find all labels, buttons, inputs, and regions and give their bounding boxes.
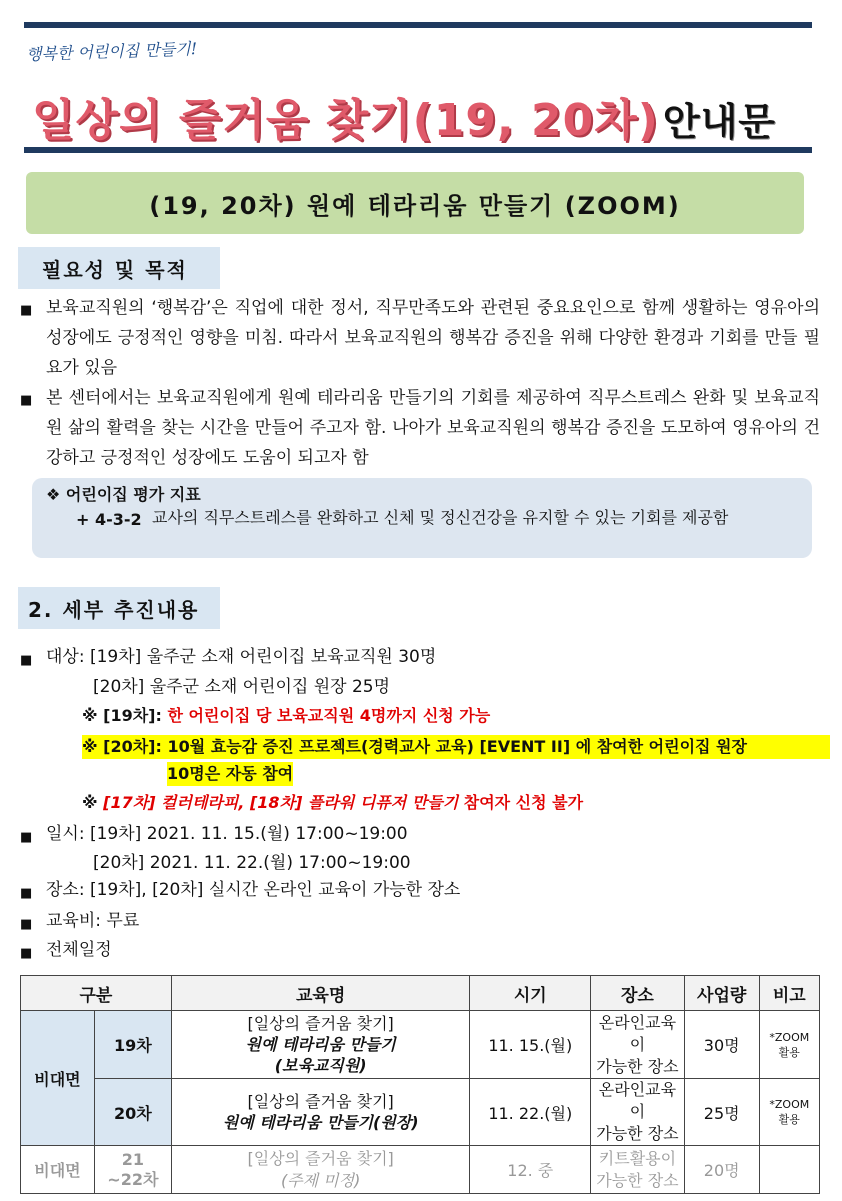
place-line bbox=[20, 878, 460, 906]
bullet-text: 보육교직원의 ‘행복감’은 직업에 대한 정서, 직무만족도와 관련된 중요요인으로 함께 생활하는 영유아의 성장에도 긍정적인 영향을 미침. 따라서 보육교직원의 행복감 증진을 위해 다양한 환경과 기회를 만들 필요가 있음 bbox=[46, 298, 820, 378]
course-title: 원예 테라리움 만들기 bbox=[245, 1035, 396, 1054]
remarks-line-b: 활용 bbox=[778, 1045, 800, 1059]
table-row-future bbox=[21, 1146, 820, 1194]
quantity-cell: 30명 bbox=[684, 1011, 759, 1079]
quantity-cell-future: 20명 bbox=[684, 1146, 759, 1194]
header-quantity: 사업량 bbox=[684, 976, 759, 1011]
section-heading-details bbox=[18, 587, 220, 629]
course-cell bbox=[171, 1011, 470, 1079]
page-title bbox=[32, 84, 776, 148]
purpose-bullet-1 bbox=[20, 293, 820, 383]
title-rule bbox=[24, 147, 812, 153]
table-header-row bbox=[21, 976, 820, 1011]
group-label-future: 비대면 bbox=[21, 1146, 95, 1194]
date-cell: 11. 15.(월) bbox=[470, 1011, 591, 1079]
section-heading-purpose bbox=[18, 247, 220, 289]
purpose-bullet-2 bbox=[20, 383, 820, 473]
remarks-cell-future bbox=[759, 1146, 819, 1194]
table-row bbox=[21, 1011, 820, 1079]
date-line-2: [20차] 2021. 11. 22.(월) 17:00~19:00 bbox=[93, 853, 411, 873]
place-line-a: 온라인교육이 bbox=[598, 1080, 677, 1121]
note-rest-text: 참여자 신청 불가 bbox=[463, 793, 584, 812]
course-series: [일상의 즐거움 찾기] bbox=[247, 1148, 394, 1168]
round-line-b: ~22차 bbox=[107, 1169, 159, 1189]
header-place: 장소 bbox=[591, 976, 685, 1011]
remarks-cell bbox=[759, 1079, 819, 1146]
course-series: [일상의 즐거움 찾기] bbox=[247, 1014, 394, 1033]
remarks-line-b: 활용 bbox=[778, 1113, 800, 1126]
note-text: 한 어린이집 당 보육교직원 4명까지 신청 가능 bbox=[167, 706, 491, 725]
place-line-a: 키트활용이 bbox=[598, 1148, 677, 1168]
schedule-line bbox=[20, 938, 112, 966]
remarks-line-a: *ZOOM bbox=[769, 1030, 810, 1044]
section-heading-text: 필요성 및 목적 bbox=[42, 257, 188, 282]
place-line-b: 가능한 장소 bbox=[596, 1124, 679, 1143]
note-17-18 bbox=[82, 791, 583, 815]
bullet-icon: ■ bbox=[20, 917, 33, 932]
round-cell: 20차 bbox=[94, 1079, 171, 1146]
evaluation-code: + 4-3-2 bbox=[76, 510, 142, 529]
place-cell bbox=[591, 1079, 685, 1146]
bullet-text: 본 센터에서는 보육교직원에게 원예 테라리움 만들기의 기회를 제공하여 직무스트레스 완화 및 보육교직원 삶의 활력을 찾는 시간을 만들어 주고자 함. 나아가 보육교직원의 행복감 증진을 도모하여 영유아의 건강하고 긍정적인 성장에도 도움이 되고자 함 bbox=[46, 388, 820, 468]
place-line-a: 온라인교육이 bbox=[598, 1012, 677, 1054]
note-mark: ※ [19차]: bbox=[82, 706, 162, 725]
title-suffix: 안내문 bbox=[662, 100, 777, 144]
target-text: 대상: [19차] 울주군 소재 어린이집 보육교직원 30명 bbox=[46, 647, 437, 667]
group-label: 비대면 bbox=[21, 1011, 95, 1146]
note-20: ※ [20차]: 10월 효능감 증진 프로젝트(경력교사 교육) [EVENT II] 에 참여한 어린이집 원장 bbox=[82, 735, 830, 759]
schedule-text: 전체일정 bbox=[46, 940, 112, 960]
place-cell bbox=[591, 1011, 685, 1079]
round-line-a: 21 bbox=[121, 1149, 144, 1169]
bullet-icon: ■ bbox=[20, 886, 33, 901]
round-cell: 19차 bbox=[94, 1011, 171, 1079]
section-heading-text: 2. 세부 추진내용 bbox=[28, 597, 200, 622]
bullet-icon: ■ bbox=[20, 303, 33, 318]
place-cell-future bbox=[591, 1146, 685, 1194]
course-cell-future bbox=[171, 1146, 470, 1194]
date-cell-future: 12. 중 bbox=[470, 1146, 591, 1194]
note-mark: ※ bbox=[82, 793, 98, 812]
remarks-line-a: *ZOOM bbox=[769, 1098, 810, 1111]
evaluation-title: ❖ 어린이집 평가 지표 bbox=[46, 485, 201, 504]
bullet-icon: ■ bbox=[20, 946, 33, 961]
date-cell: 11. 22.(월) bbox=[470, 1079, 591, 1146]
target-line-1 bbox=[20, 645, 436, 673]
target-line-2: [20차] 울주군 소재 어린이집 원장 25명 bbox=[93, 677, 391, 697]
course-cell bbox=[171, 1079, 470, 1146]
date-text: 일시: [19차] 2021. 11. 15.(월) 17:00~19:00 bbox=[46, 824, 408, 844]
evaluation-text: 교사의 직무스트레스를 완화하고 신체 및 정신건강을 유지할 수 있는 기회를 제공함 bbox=[152, 508, 729, 527]
bullet-icon: ■ bbox=[20, 830, 33, 845]
bullet-icon: ■ bbox=[20, 393, 33, 408]
note-19 bbox=[82, 704, 490, 728]
place-line-b: 가능한 장소 bbox=[596, 1056, 679, 1076]
top-rule bbox=[24, 22, 812, 28]
place-text: 장소: [19차], [20차] 실시간 온라인 교육이 가능한 장소 bbox=[46, 880, 461, 900]
tagline: 행복한 어린이집 만들기! bbox=[25, 39, 198, 64]
fee-line bbox=[20, 909, 139, 937]
note-20-cont: 10명은 자동 참여 bbox=[167, 762, 293, 786]
header-remarks: 비고 bbox=[759, 976, 819, 1011]
course-series: [일상의 즐거움 찾기] bbox=[247, 1092, 394, 1111]
table-row bbox=[21, 1079, 820, 1146]
header-date: 시기 bbox=[470, 976, 591, 1011]
round-cell-future bbox=[94, 1146, 171, 1194]
header-course: 교육명 bbox=[171, 976, 470, 1011]
place-line-b: 가능한 장소 bbox=[596, 1170, 679, 1190]
fee-text: 교육비: 무료 bbox=[46, 911, 140, 931]
quantity-cell: 25명 bbox=[684, 1079, 759, 1146]
note-red-text: [17차] 컬러테라피, [18차] 플라워 디퓨저 만들기 bbox=[103, 793, 459, 812]
course-title: 원예 테라리움 만들기(원장) bbox=[222, 1113, 419, 1132]
bullet-icon: ■ bbox=[20, 653, 33, 668]
remarks-cell bbox=[759, 1011, 819, 1079]
header-category: 구분 bbox=[21, 976, 172, 1011]
title-main: 일상의 즐거움 찾기(19, 20차) bbox=[32, 95, 659, 146]
course-title: (주제 미정) bbox=[280, 1170, 361, 1190]
schedule-table bbox=[20, 975, 820, 1194]
program-banner: (19, 20차) 원예 테라리움 만들기 (ZOOM) bbox=[26, 172, 804, 234]
date-line-1 bbox=[20, 822, 408, 850]
course-audience: (보육교직원) bbox=[274, 1056, 367, 1075]
